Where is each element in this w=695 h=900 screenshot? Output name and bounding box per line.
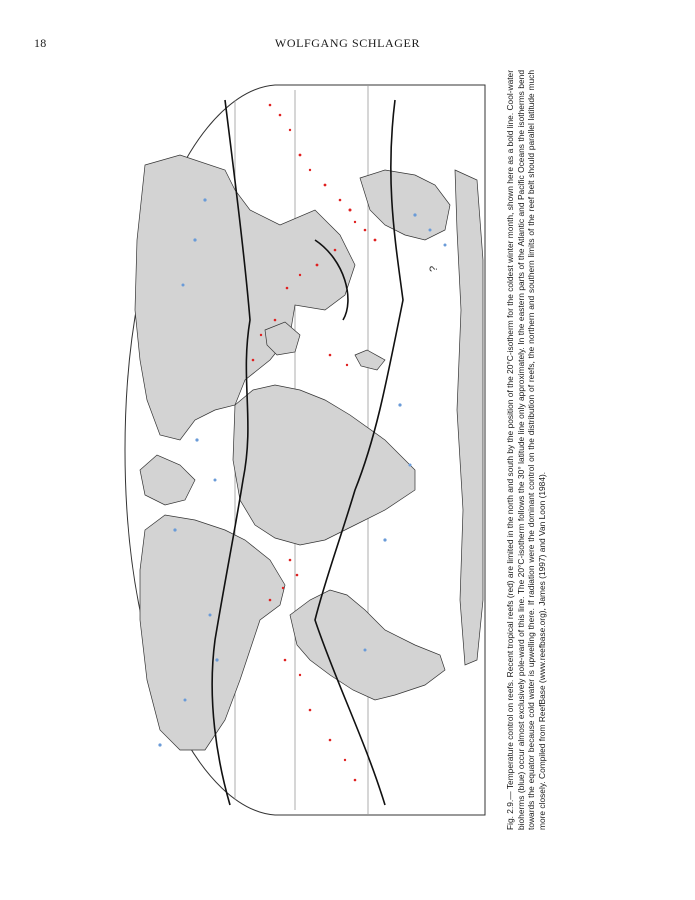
bioherm-dot [413, 213, 416, 216]
map-svg [85, 60, 515, 840]
reef-dot [296, 574, 299, 577]
reef-dot [289, 559, 292, 562]
bioherm-dot [193, 238, 196, 241]
running-head: WOLFGANG SCHLAGER [274, 36, 421, 50]
reef-dot [324, 184, 327, 187]
figure-caption-container [505, 70, 575, 830]
question-mark-label: ? [428, 265, 440, 272]
bioherm-dot [383, 538, 386, 541]
bioherm-dot [214, 479, 217, 482]
reef-dot [349, 209, 352, 212]
reef-dot [299, 154, 302, 157]
reef-dot [299, 274, 301, 276]
reef-dot [286, 287, 289, 290]
bioherm-dot [184, 699, 187, 702]
bioherm-dot [203, 198, 206, 201]
reef-dot [279, 114, 282, 117]
world-reef-map [85, 60, 515, 840]
reef-dot [316, 264, 319, 267]
reef-dot [282, 587, 284, 589]
bioherm-dot [398, 403, 401, 406]
reef-dot [364, 229, 367, 232]
reef-dot [299, 674, 301, 676]
reef-dot [309, 709, 312, 712]
bioherm-dot [364, 649, 367, 652]
bioherm-dot [429, 229, 432, 232]
reef-dot [269, 599, 272, 602]
reef-dot [329, 739, 332, 742]
reef-dot [269, 104, 272, 107]
reef-dot [252, 359, 255, 362]
reef-dot [339, 199, 342, 202]
bioherm-dot [215, 658, 218, 661]
reef-dot [334, 249, 337, 252]
reef-dot [354, 221, 356, 223]
page-number: 18 [34, 36, 47, 50]
bioherm-dot [409, 464, 412, 467]
bioherm-dot [195, 438, 198, 441]
bioherm-dot [182, 284, 185, 287]
reef-dot [274, 319, 277, 322]
reef-dot [309, 169, 311, 171]
bioherm-dot [158, 743, 161, 746]
bioherm-dot [444, 244, 447, 247]
reef-dot [344, 759, 346, 761]
bioherm-dot [209, 614, 212, 617]
reef-dot [354, 779, 357, 782]
reef-dot [346, 364, 348, 366]
figure-caption: Fig. 2.9.— Temperature control on reefs. Recent tropical reefs (red) are limited in the north and south by the position of the 20°C-isotherm for the coldest winter month, shown here as a bold line. Cool-water bioherms (blue) occur almost exclusively pole-ward of this line. The 20°C-isotherm follows the 30° latitude line only approximately. In the eastern parts of the Atlantic and Pacific Oceans the isotherms bend towards the equator because cold water is upwelling there. If radiation were the dominant control on the distribution of reefs, the northern and southern limits of the reef belt should parallel latitude much more closely. Compiled from ReefBase (www.reefbase.org), James (1997) and Van Loon (1984). [505, 70, 547, 830]
reef-dot [374, 239, 377, 242]
reef-dot [260, 334, 262, 336]
reef-dot [289, 129, 291, 131]
reef-dot [284, 659, 287, 662]
reef-dot [329, 354, 332, 357]
bioherm-dot [173, 528, 176, 531]
